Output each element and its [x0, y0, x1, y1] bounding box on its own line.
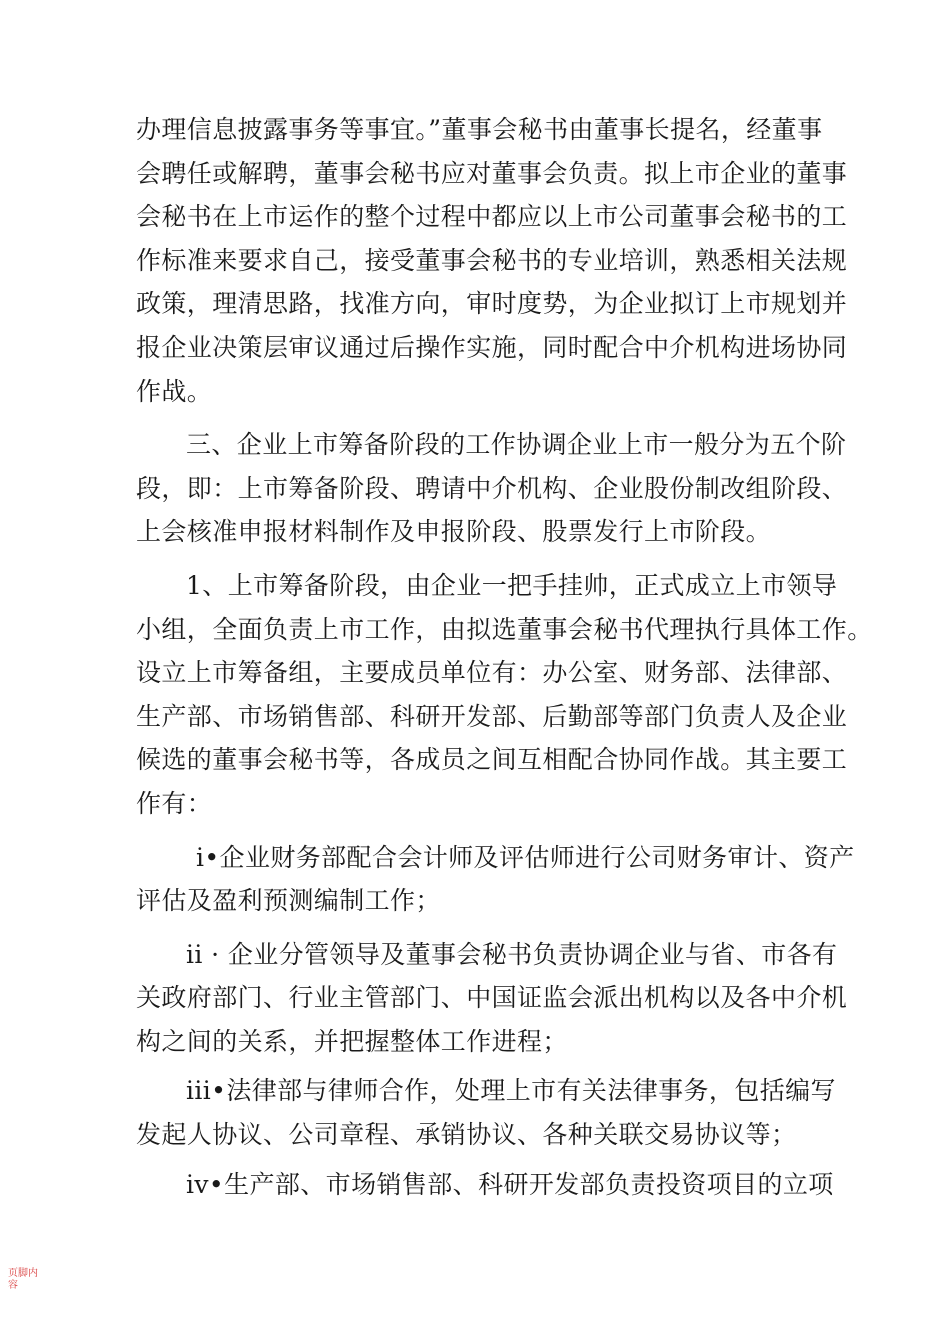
text-line: 政策，理清思路，找准方向，审时度势，为企业拟订上市规划并: [136, 289, 848, 319]
text-line: i•企业财务部配合会计师及评估师进行公司财务审计、资产: [196, 842, 855, 872]
text-line: 作标准来要求自己，接受董事会秘书的专业培训，熟悉相关法规: [136, 245, 848, 275]
text-line: 作有：: [136, 788, 213, 818]
paragraph-item-ii: [136, 933, 848, 1064]
text-line: 报企业决策层审议通过后操作实施，同时配合中介机构进场协同: [136, 332, 848, 362]
text-line: 构之间的关系，并把握整体工作进程；: [136, 1026, 568, 1056]
text-line: 小组，全面负责上市工作，由拟选董事会秘书代理执行具体工作。: [136, 614, 873, 644]
text-line: iii•法律部与律师合作，处理上市有关法律事务，包括编写: [186, 1076, 836, 1106]
paragraph-item-i: [136, 836, 855, 923]
text-line: 段，即：上市筹备阶段、聘请中介机构、企业股份制改组阶段、: [136, 473, 848, 503]
text-line: 评估及盈利预测编制工作；: [136, 886, 441, 916]
text-line: 生产部、市场销售部、科研开发部、后勤部等部门负责人及企业: [136, 701, 848, 731]
page-footer: 页脚内容: [8, 1268, 38, 1291]
text-line: 关政府部门、行业主管部门、中国证监会派出机构以及各中介机: [136, 983, 848, 1013]
text-line: 发起人协议、公司章程、承销协议、各种关联交易协议等；: [136, 1120, 797, 1150]
paragraph-3: [136, 564, 873, 826]
text-line: 三、企业上市筹备阶段的工作协调企业上市一般分为五个阶: [186, 430, 847, 460]
text-line: 会聘任或解聘，董事会秘书应对董事会负责。拟上市企业的董事: [136, 158, 848, 188]
text-line: 办理信息披露事务等事宜。”董事会秘书由董事长提名，经董事: [136, 115, 823, 144]
text-line: 设立上市筹备组，主要成员单位有：办公室、财务部、法律部、: [136, 658, 848, 688]
text-line: 候选的董事会秘书等，各成员之间互相配合协同作战。其主要工: [136, 745, 848, 775]
text-line: ii · 企业分管领导及董事会秘书负责协调企业与省、市各有: [186, 939, 838, 969]
paragraph-1: [136, 108, 848, 413]
paragraph-item-iii: [136, 1069, 836, 1156]
text-line: 作战。: [136, 376, 213, 406]
paragraph-2: [136, 423, 848, 554]
document-body: [136, 108, 873, 1206]
text-line: iv•生产部、市场销售部、科研开发部负责投资项目的立项: [186, 1169, 834, 1199]
text-line: 上会核准申报材料制作及申报阶段、股票发行上市阶段。: [136, 517, 772, 547]
text-line: 1、上市筹备阶段，由企业一把手挂帅，正式成立上市领导: [186, 570, 838, 600]
paragraph-item-iv: [136, 1163, 836, 1207]
text-line: 会秘书在上市运作的整个过程中都应以上市公司董事会秘书的工: [136, 202, 848, 232]
